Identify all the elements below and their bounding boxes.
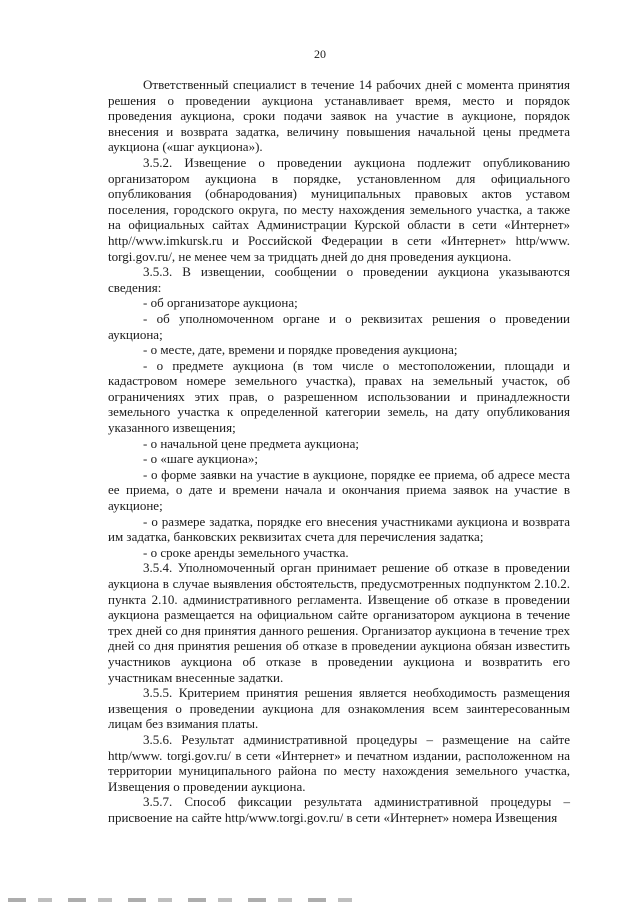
paragraph-3-5-2: 3.5.2. Извещение о проведении аукциона подлежит опубликованию организатором аукциона в порядке, установленном для официального опубликования (обнародования) муниципальных правовых актов уставом поселения, городского округа, по месту нахождения земельного участка, а также на официальных сайтах Администрации Курской области в сети «Интернет» http//www.imkursk.ru и Российской Федерации в сети «Интернет» http/www. torgi.gov.ru/, не менее чем за тридцать дней до дня проведения аукциона. xyxy=(108,154,570,264)
paragraph-3-5-7: 3.5.7. Способ фиксации результата административной процедуры – присвоение на сайте http/www.torgi.gov.ru/ в сети «Интернет» номера Извещения xyxy=(108,794,570,825)
list-item: - об уполномоченном органе и о реквизитах решения о проведении аукциона; xyxy=(108,310,570,342)
paragraph-intro: Ответственный специалист в течение 14 рабочих дней с момента принятия решения о проведении аукциона устанавливает время, место и порядок проведения аукциона, сроки подачи заявок на участие в аукционе, порядок внесения и возврата задатка, величину повышения начальной цены предмета аукциона («шаг аукциона»). xyxy=(108,77,570,155)
list-item: - о месте, дате, времени и порядке проведения аукциона; xyxy=(143,342,458,358)
list-item: - о размере задатка, порядке его внесения участниками аукциона и возврата им задатка, банковских реквизитах счета для перечисления задатка; xyxy=(108,513,570,545)
list-item: - о начальной цене предмета аукциона; xyxy=(143,435,359,451)
page-number: 20 xyxy=(314,47,326,61)
list-item: - о форме заявки на участие в аукционе, порядке ее приема, об адресе места ее приема, о дате и времени начала и окончания приема заявок на участие в аукционе; xyxy=(108,466,570,514)
paragraph-3-5-6: 3.5.6. Результат административной процедуры – размещение на сайте http/www. torgi.gov.ru/ в сети «Интернет» и печатном издании, расположенном на территории муниципального района по месту нахождения земельного участка, Извещения о проведении аукциона. xyxy=(108,731,570,794)
document-body xyxy=(108,77,570,826)
list-item: - об организаторе аукциона; xyxy=(143,295,298,311)
list-item: - о предмете аукциона (в том числе о местоположении, площади и кадастровом номере земельного участка), правах на земельный участок, об ограничениях этих прав, о разрешенном использовании и принадлежности земельного участка к определенной категории земель, на дату опубликования указанного извещения; xyxy=(108,357,570,436)
list-item: - о сроке аренды земельного участка. xyxy=(143,544,349,560)
paragraph-3-5-5: 3.5.5. Критерием принятия решения является необходимость размещения извещения о проведении аукциона для ознакомления всем заинтересованным лицам без взимания платы. xyxy=(108,685,570,732)
scan-artifact xyxy=(8,898,368,902)
list-item: - о «шаге аукциона»; xyxy=(143,451,258,467)
paragraph-3-5-3: 3.5.3. В извещении, сообщении о проведении аукциона указываются сведения: xyxy=(108,264,570,295)
paragraph-3-5-4: 3.5.4. Уполномоченный орган принимает решение об отказе в проведении аукциона в случае выявления обстоятельств, предусмотренных подпунктом 2.10.2. пункта 2.10. административного регламента. Извещение об отказе в проведении аукциона размещается на официальном сайте организатором аукциона в течение трех дней со дня принятия данного решения. Организатор аукциона в течение трех дней со дня принятия решения об отказе в проведении аукциона обязан известить участников аукциона об отказе в проведении аукциона и возвратить его участникам внесенные задатки. xyxy=(108,560,570,685)
